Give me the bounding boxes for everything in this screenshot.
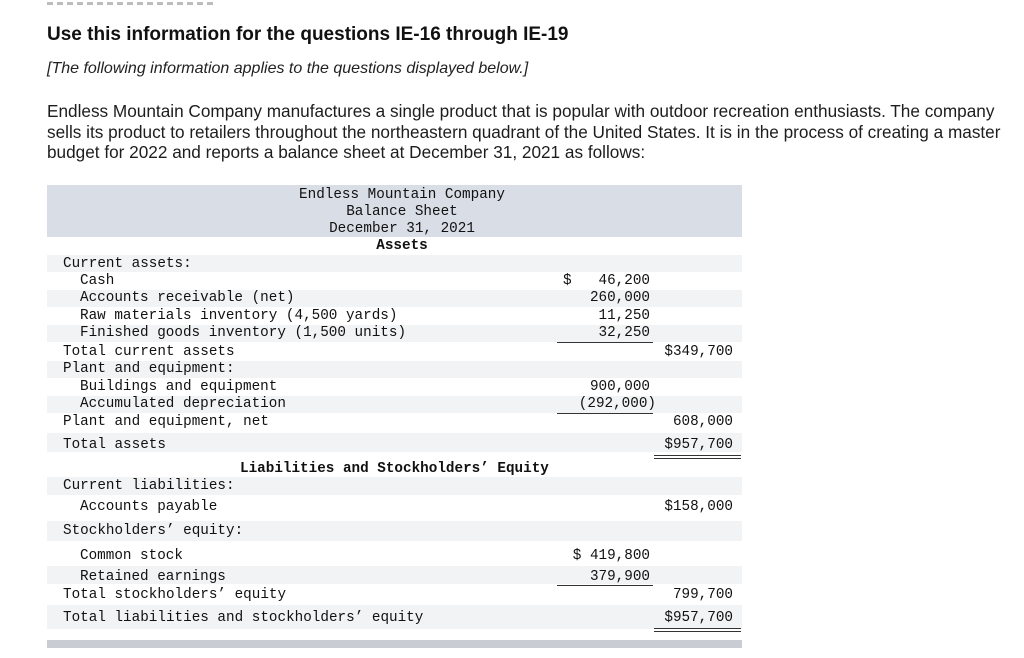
buildings-row (47, 379, 742, 396)
cash-row (47, 273, 742, 290)
buildings-label: Buildings and equipment (80, 379, 278, 395)
finished-goods-label: Finished goods inventory (1,500 units) (80, 325, 407, 341)
subtotal-rule (557, 585, 653, 586)
subtotal-rule (557, 342, 653, 343)
current-assets-label: Current assets: (63, 256, 192, 272)
cash-value: 46,200 (598, 273, 650, 289)
liabilities-heading: Liabilities and Stockholders’ Equity (240, 461, 549, 477)
current-liabilities-label: Current liabilities: (63, 478, 235, 494)
assets-heading: Assets (376, 238, 428, 254)
applies-note: [The following information applies to the questions displayed below.] (47, 60, 529, 77)
accumulated-depreciation-label: Accumulated depreciation (80, 396, 286, 412)
accounts-payable-label: Accounts payable (80, 499, 218, 515)
ar-label: Accounts receivable (net) (80, 290, 295, 306)
total-stockholders-equity-row (47, 587, 742, 604)
ar-row (47, 290, 742, 307)
sheet-title: Balance Sheet (346, 204, 458, 220)
buildings-value: 900,000 (589, 379, 650, 395)
cash-label: Cash (80, 273, 115, 289)
ppe-net-label: Plant and equipment, net (63, 414, 269, 430)
accumulated-depreciation-value: (292,000) (578, 396, 656, 412)
total-liabilities-equity-row (47, 610, 742, 627)
stockholders-equity-row (47, 523, 742, 540)
finished-goods-value: 32,250 (598, 325, 650, 341)
total-liabilities-equity-label: Total liabilities and stockholders’ equity (63, 610, 424, 626)
ar-value: 260,000 (589, 290, 650, 306)
current-assets-row (47, 256, 742, 273)
raw-materials-row (47, 308, 742, 325)
double-underline (654, 628, 741, 632)
company-name: Endless Mountain Company (299, 187, 505, 203)
total-current-assets-label: Total current assets (63, 344, 235, 360)
balance-sheet (47, 185, 742, 650)
ppe-net-row (47, 414, 742, 431)
top-edge-mark (47, 2, 217, 5)
common-stock-row (47, 548, 742, 565)
liabilities-heading-row (47, 461, 742, 478)
sheet-date: December 31, 2021 (329, 221, 475, 237)
double-underline (654, 455, 741, 459)
stockholders-equity-label: Stockholders’ equity: (63, 523, 244, 539)
retained-earnings-label: Retained earnings (80, 569, 226, 585)
total-current-assets-row (47, 344, 742, 361)
total-current-assets-value: $349,700 (664, 344, 733, 360)
retained-earnings-row (47, 569, 742, 586)
cash-dollar-sign: $ (563, 273, 572, 289)
total-stockholders-equity-label: Total stockholders’ equity (63, 587, 287, 603)
section-heading: Use this information for the questions IE-16 through IE-19 (47, 24, 569, 45)
sheet-footer-band (47, 640, 742, 648)
accounts-payable-value: $158,000 (664, 499, 733, 515)
raw-materials-label: Raw materials inventory (4,500 yards) (80, 308, 398, 324)
current-liabilities-row (47, 478, 742, 495)
intro-paragraph: Endless Mountain Company manufactures a single product that is popular with outdoor recreation enthusiasts. The company sells its product to retailers throughout the northeastern quadrant of the United States. It is in the process of creating a master budget for 2022 and reports a balance sheet at December 31, 2021 as follows: (47, 101, 1001, 162)
plant-equipment-label: Plant and equipment: (63, 361, 235, 377)
total-assets-row (47, 437, 742, 454)
retained-earnings-value: 379,900 (589, 569, 650, 585)
finished-goods-row (47, 325, 742, 342)
accumulated-depreciation-row (47, 396, 742, 413)
total-stockholders-equity-value: 799,700 (672, 587, 733, 603)
common-stock-value: $ 419,800 (572, 548, 650, 564)
total-liabilities-equity-value: $957,700 (664, 610, 733, 626)
accounts-payable-row (47, 499, 742, 516)
total-assets-label: Total assets (63, 437, 166, 453)
total-assets-value: $957,700 (664, 437, 733, 453)
raw-materials-value: 11,250 (598, 308, 650, 324)
common-stock-label: Common stock (80, 548, 183, 564)
ppe-net-value: 608,000 (672, 414, 733, 430)
plant-equipment-row (47, 361, 742, 378)
